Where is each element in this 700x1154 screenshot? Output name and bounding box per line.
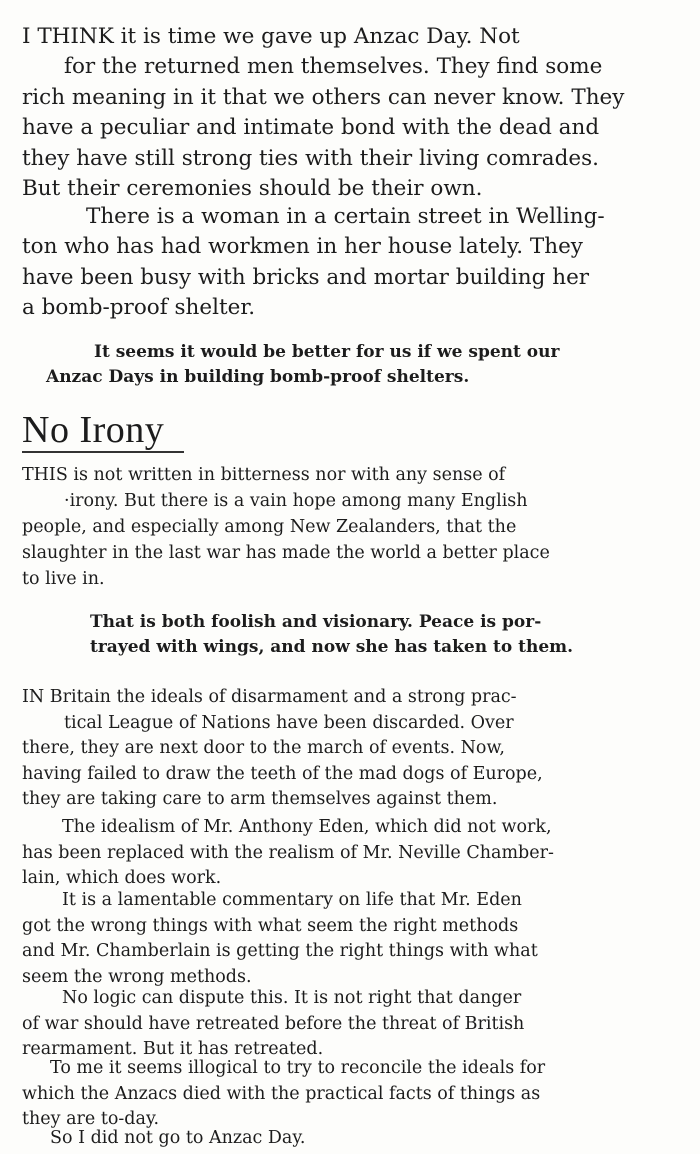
text-line: to live in. (22, 569, 105, 589)
pull-quote-peace (90, 610, 680, 660)
text-line: for the returned men themselves. They find some (64, 54, 603, 80)
text-line: ·irony. But there is a vain hope among many English (64, 491, 528, 511)
pull-quote-shelters (46, 340, 680, 390)
text-line: To me it seems illogical to try to reconcile the ideals for (50, 1058, 546, 1078)
text-line: ton who has had workmen in her house lately. They (22, 234, 583, 260)
paragraph-britain (22, 685, 692, 813)
paragraph-commentary (22, 888, 692, 990)
heading-underline (22, 451, 184, 453)
paragraph-closing (22, 1126, 692, 1152)
text-line: people, and especially among New Zealanders, that the (22, 517, 517, 537)
text-line: have a peculiar and intimate bond with the dead and (22, 115, 600, 141)
text-line: The idealism of Mr. Anthony Eden, which did not work, (62, 817, 552, 837)
text-line: rearmament. But it has retreated. (22, 1039, 324, 1059)
text-line: trayed with wings, and now she has taken to them. (90, 637, 574, 657)
text-line: they are taking care to arm themselves against them. (22, 789, 498, 809)
text-line: there, they are next door to the march of events. Now, (22, 738, 505, 758)
text-line: It seems it would be better for us if we spent our (94, 342, 560, 362)
text-line: seem the wrong methods. (22, 966, 252, 987)
text-line: Anzac Days in building bomb-proof shelters. (46, 367, 470, 387)
text-line: There is a woman in a certain street in Welling- (86, 204, 605, 229)
text-line: a bomb-proof shelter. (22, 295, 256, 321)
text-line: No logic can dispute this. It is not right that danger (62, 988, 522, 1008)
text-line: tical League of Nations have been discarded. Over (64, 712, 514, 733)
text-line: I THINK it is time we gave up Anzac Day. Not (22, 24, 520, 49)
section-heading (22, 408, 164, 452)
paragraph-opening (22, 22, 692, 204)
text-line: But their ceremonies should be their own. (22, 176, 483, 202)
paragraph-no-irony (22, 462, 692, 592)
paragraph-woman-shelter (22, 202, 692, 324)
text-line: they have still strong ties with their living comrades. (22, 145, 599, 171)
paragraph-eden-idealism (22, 815, 692, 892)
text-line: has been replaced with the realism of Mr. Neville Chamber- (22, 842, 554, 863)
text-line: It is a lamentable commentary on life that Mr. Eden (62, 890, 522, 910)
text-line: which the Anzacs died with the practical facts of things as (22, 1083, 541, 1104)
text-line: have been busy with bricks and mortar building her (22, 264, 590, 290)
text-line: got the wrong things with what seem the right methods (22, 915, 519, 936)
paragraph-logic (22, 986, 692, 1063)
text-line: and Mr. Chamberlain is getting the right things with what (22, 941, 538, 961)
text-line: So I did not go to Anzac Day. (50, 1128, 306, 1148)
text-line: of war should have retreated before the threat of British (22, 1013, 525, 1034)
text-line: lain, which does work. (22, 868, 222, 888)
text-line: THIS is not written in bitterness nor with any sense of (22, 465, 506, 485)
paragraph-illogical (22, 1056, 692, 1133)
text-line: slaughter in the last war has made the world a better place (22, 543, 550, 563)
text-line: rich meaning in it that we others can never know. They (22, 84, 625, 110)
text-line: IN Britain the ideals of disarmament and a strong prac- (22, 687, 517, 707)
text-line: having failed to draw the teeth of the mad dogs of Europe, (22, 763, 543, 784)
text-line: they are to-day. (22, 1109, 160, 1129)
heading-text: No Irony (22, 409, 165, 451)
text-line: That is both foolish and visionary. Peace is por- (90, 612, 542, 632)
